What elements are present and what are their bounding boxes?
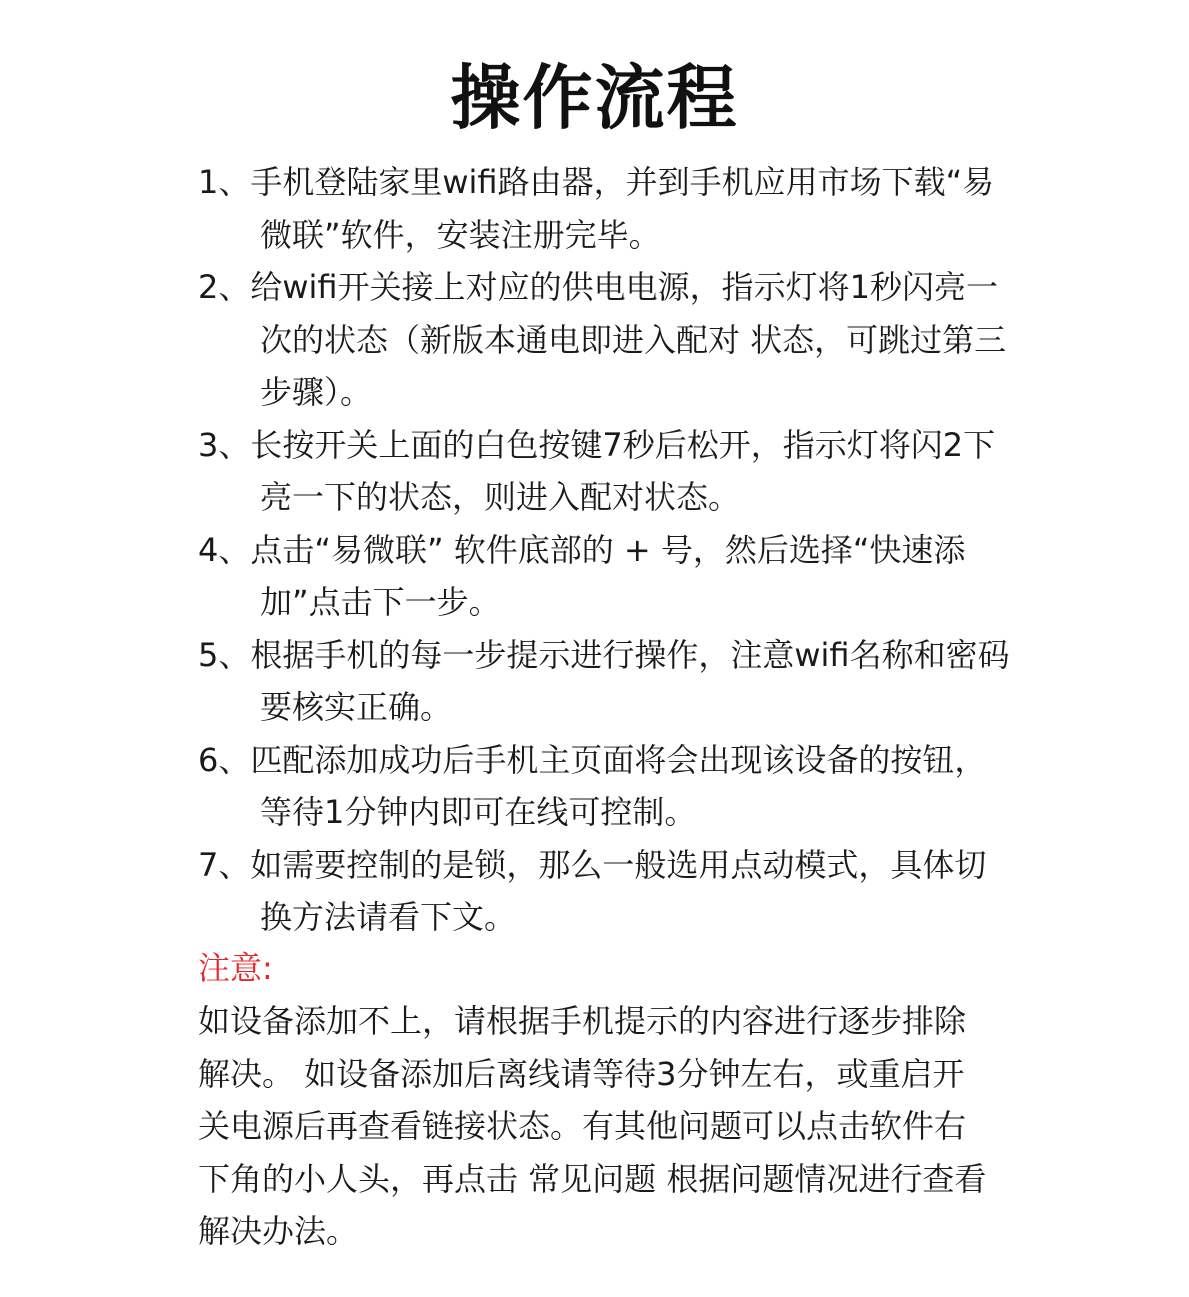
step-item-2: 2、给wifi开关接上对应的供电电源，指示灯将1秒闪亮一次的状态（新版本通电即进入配对 状态，可跳过第三步骤）。 — [198, 268, 1007, 411]
page-title: 操作流程 — [450, 57, 739, 139]
step-item-3: 3、长按开关上面的白色按键7秒后松开，指示灯将闪2下亮一下的状态，则进入配对状态。 — [198, 425, 996, 516]
step-item-6: 6、匹配添加成功后手机主页面将会出现该设备的按钮，等待1分钟内即可在线可控制。 — [198, 740, 987, 831]
step-item-1: 1、手机登陆家里wifi路由器，并到手机应用市场下载“易微联”软件，安装注册完毕。 — [198, 163, 995, 254]
note-label: 注意: — [198, 949, 273, 987]
step-item-5: 5、根据手机的每一步提示进行操作，注意wifi名称和密码要核实正确。 — [198, 635, 1010, 726]
step-item-7: 7、如需要控制的是锁，那么一般选用点动模式，具体切换方法请看下文。 — [198, 845, 987, 936]
step-item-4: 4、点击“易微联” 软件底部的 + 号，然后选择“快速添加”点击下一步。 — [198, 530, 966, 621]
steps-list — [198, 156, 1018, 944]
note-body: 如设备添加不上，请根据手机提示的内容进行逐步排除解决。 如设备添加后离线请等待3分钟左右，或重启开关电源后再查看链接状态。有其他问题可以点击软件右下角的小人头，再点击 常见问题 根据问题情况进行查看解决办法。 — [198, 1002, 987, 1250]
